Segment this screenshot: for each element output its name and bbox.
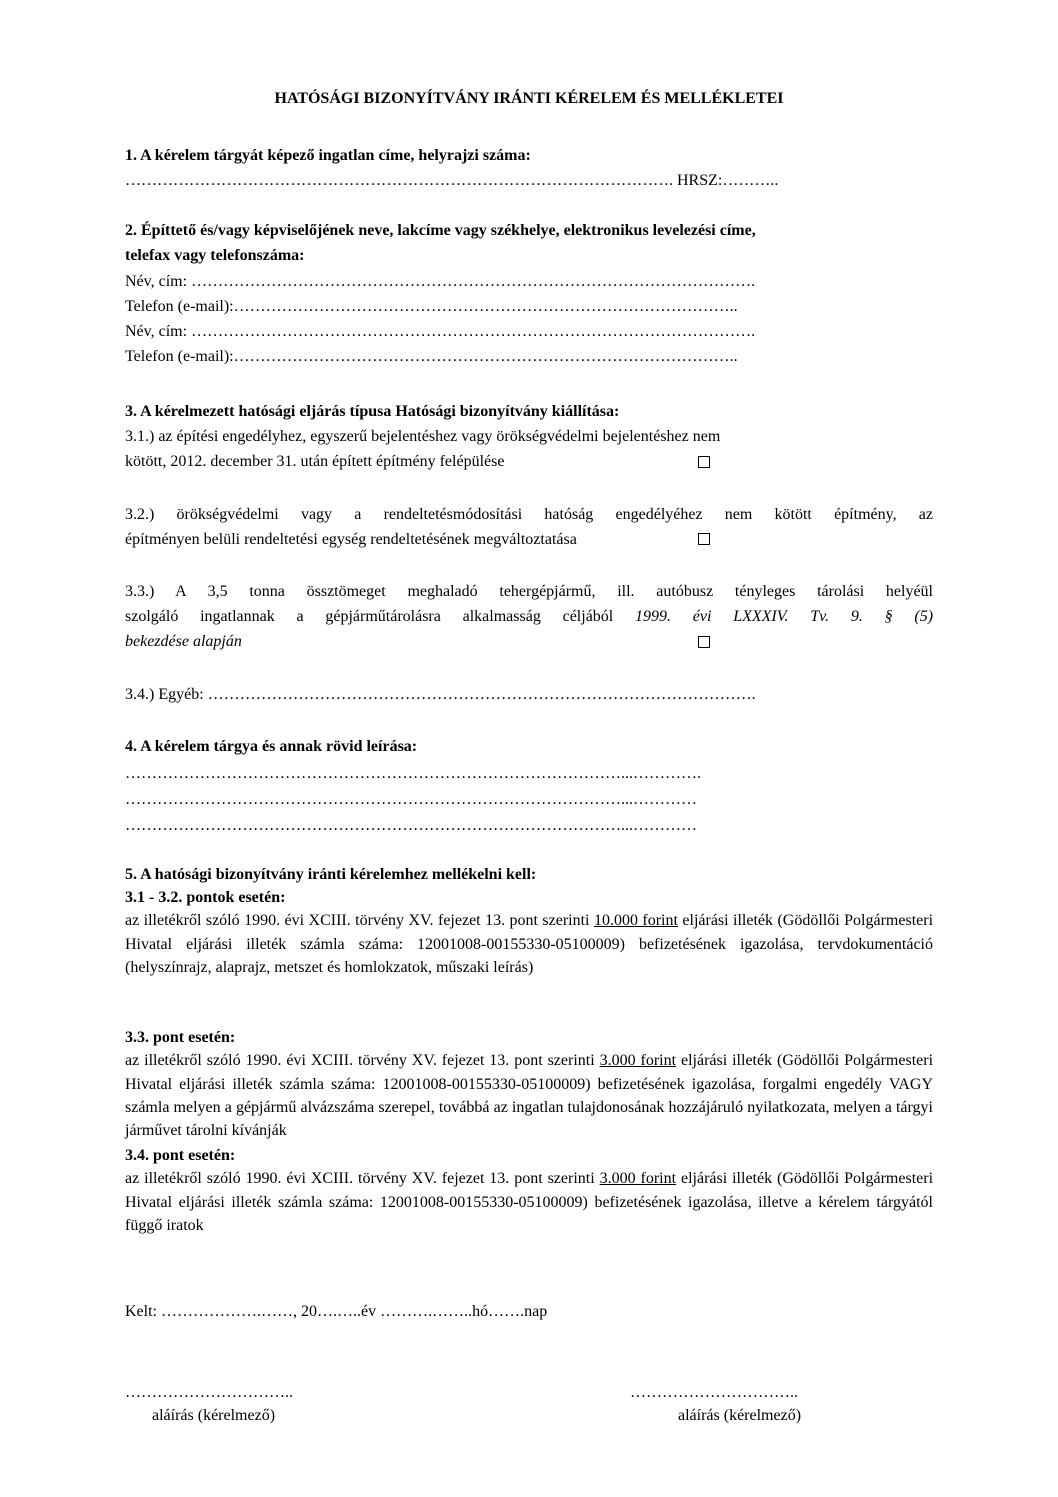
description-line[interactable]: …………………………………………………………………………………...…………	[125, 791, 697, 808]
option-3-3-line3: bekezdése alapján	[125, 633, 242, 650]
option-3-1-checkbox[interactable]	[698, 456, 710, 468]
case-text: az illetékről szóló 1990. évi XCIII. törvény XV. fejezet 13. pont szerinti 10.000 forint eljárási illeték (Gödöllői Polgármesteri Hivatal eljárási illeték számla száma: 12001008-00155330-05100009) befizetésének igazolása, tervdokumentáció (helyszínrajz, alaprajz, metszet és homlokzatok, műszaki leírás)	[125, 912, 934, 976]
name-address-label: Név, cím:	[125, 273, 188, 290]
description-line[interactable]: …………………………………………………………………………………...………….	[125, 765, 701, 782]
option-3-1-line2: kötött, 2012. december 31. után épített építmény felépülése	[125, 453, 505, 470]
fee-amount: 3.000 forint	[599, 1170, 677, 1188]
hrsz-label: HRSZ:	[677, 172, 723, 189]
option-3-2-line1: 3.2.) örökségvédelmi vagy a rendeltetésmódosítási hatóság engedélyéhez nem kötött építmény, az	[125, 506, 933, 523]
name-address-label: Név, cím:	[125, 323, 188, 340]
attachment-case-3-3	[125, 1026, 933, 1142]
option-3-3-line2	[125, 607, 933, 627]
contact-row	[125, 322, 755, 342]
option-3-3-line1: 3.3.) A 3,5 tonna össztömeget meghaladó tehergépjármű, ill. autóbusz tényleges tárolási helyéül	[125, 583, 933, 600]
contact-row	[125, 347, 738, 367]
section-1-heading: 1. A kérelem tárgyát képező ingatlan címe, helyrajzi száma:	[125, 147, 531, 164]
name-address-field[interactable]: …………………………………………………………………………………………….	[191, 323, 756, 340]
signature-line-right[interactable]: …………………………..	[630, 1384, 798, 1401]
phone-email-label: Telefon (e-mail):	[125, 298, 234, 315]
option-3-2-checkbox[interactable]	[698, 533, 710, 545]
section-2-heading-line1: 2. Építtető és/vagy képviselőjének neve, lakcíme vagy székhelye, elektronikus levelezési címe,	[125, 222, 756, 239]
other-label: 3.4.) Egyéb:	[125, 686, 204, 703]
law-reference: 1999. évi LXXXIV. Tv. 9. § (5)	[635, 608, 934, 625]
section-4-heading: 4. A kérelem tárgya és annak rövid leírása:	[125, 738, 418, 755]
address-field[interactable]: ………………………………………………………………………………………….	[125, 172, 673, 189]
option-3-4-row	[125, 685, 756, 705]
name-address-field[interactable]: …………………………………………………………………………………………….	[191, 273, 756, 290]
case-text: az illetékről szóló 1990. évi XCIII. törvény XV. fejezet 13. pont szerinti 3.000 forint eljárási illeték (Gödöllői Polgármesteri Hivatal eljárási illeték számla száma: 12001008-00155330-05100009) befizetésének igazolása, illetve a kérelem tárgyától függő iratok	[125, 1170, 934, 1234]
hrsz-field[interactable]: ………..	[722, 172, 779, 189]
section-3-heading: 3. A kérelmezett hatósági eljárás típusa Hatósági bizonyítvány kiállítása:	[125, 403, 620, 420]
case-subheading: 3.1 - 3.2. pontok esetén:	[125, 889, 286, 906]
case-subheading: 3.3. pont esetén:	[125, 1029, 236, 1046]
option-3-1-line1: 3.1.) az építési engedélyhez, egyszerű bejelentéshez vagy örökségvédelmi bejelentéshez nem	[125, 428, 721, 445]
fee-amount: 10.000 forint	[593, 912, 678, 930]
date-line[interactable]: Kelt: ……………….……, 20….…..év ……….……..hó…….nap	[125, 1303, 548, 1320]
option-3-2-line2: építményen belüli rendeltetési egység rendeltetésének megváltoztatása	[125, 531, 577, 548]
other-field[interactable]: ………………………………………………………………………………………….	[207, 686, 756, 703]
option-3-3-text: szolgáló ingatlannak a gépjárműtárolásra alkalmasság céljából	[125, 608, 614, 625]
section-5-heading: 5. A hatósági bizonyítvány iránti kérelemhez mellékelni kell:	[125, 866, 537, 883]
signature-label-right: aláírás (kérelmező)	[678, 1407, 802, 1424]
signature-line-left[interactable]: …………………………..	[125, 1384, 293, 1401]
case-text: az illetékről szóló 1990. évi XCIII. törvény XV. fejezet 13. pont szerinti 3.000 forint eljárási illeték (Gödöllői Polgármesteri Hivatal eljárási illeték számla száma: 12001008-00155330-05100009) befizetésének igazolása, forgalmi engedély VAGY számla melyen a gépjármű alvázszáma szerepel, továbbá az ingatlan tulajdonosának hozzájáruló nyilatkozata, melyen a tárgyi járművet tárolni kívánják	[125, 1052, 934, 1140]
phone-email-label: Telefon (e-mail):	[125, 348, 234, 365]
phone-email-field[interactable]: …………………………………………………………………………………..	[233, 348, 738, 365]
case-subheading: 3.4. pont esetén:	[125, 1147, 236, 1164]
document-title: HATÓSÁGI BIZONYÍTVÁNY IRÁNTI KÉRELEM ÉS MELLÉKLETEI	[274, 90, 784, 107]
fee-amount: 3.000 forint	[599, 1052, 677, 1070]
description-line[interactable]: …………………………………………………………………………………...…………	[125, 817, 697, 834]
signature-label-left: aláírás (kérelmező)	[152, 1407, 276, 1424]
attachment-case-3-1-3-2	[125, 886, 933, 979]
option-3-3-checkbox[interactable]	[698, 636, 710, 648]
attachment-case-3-4	[125, 1144, 933, 1237]
section-1-address-row	[125, 171, 778, 191]
contact-row	[125, 272, 755, 292]
section-2-heading-line2: telefax vagy telefonszáma:	[125, 247, 305, 264]
phone-email-field[interactable]: …………………………………………………………………………………..	[233, 298, 738, 315]
contact-row	[125, 297, 738, 317]
